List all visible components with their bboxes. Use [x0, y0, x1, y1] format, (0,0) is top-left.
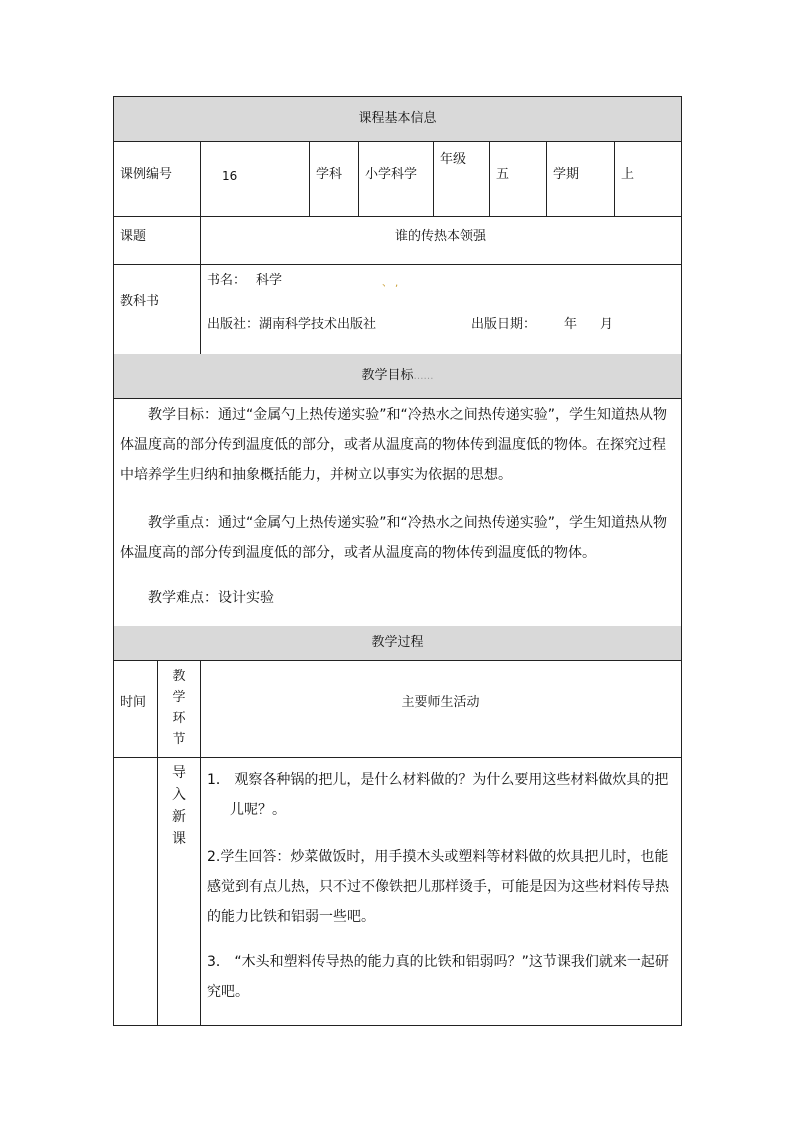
publish-month-label: 月	[600, 317, 614, 332]
grade-value: 五	[496, 167, 510, 182]
course-info-table	[113, 96, 682, 1026]
intro-step-1: 1． 观察各种锅的把儿，是什么材料做的？为什么要用这些材料做炊具的把儿呢？。	[207, 772, 669, 818]
term-value: 上	[621, 167, 635, 182]
stage-intro: 导入新课	[172, 765, 186, 847]
objectives-title: 教学目标	[361, 368, 414, 383]
publish-year-label: 年	[564, 317, 578, 332]
objectives-title-mark: ……	[413, 371, 434, 382]
subject-value: 小学科学	[365, 167, 418, 182]
topic-value: 谁的传热本领强	[394, 229, 486, 244]
textbook-mark: 、,	[382, 278, 402, 289]
course-info-header	[114, 97, 681, 141]
publisher-label: 出版社：	[207, 317, 260, 332]
book-name-label: 书名：	[207, 273, 247, 288]
topic-label: 课题	[120, 229, 147, 244]
process-header	[114, 626, 681, 660]
objectives-title-wrap	[114, 368, 681, 385]
publish-date-label: 出版日期：	[471, 317, 537, 332]
objectives-header	[114, 354, 681, 398]
subject-label: 学科	[316, 167, 343, 182]
course-info-title: 课程基本信息	[358, 111, 437, 126]
intro-step-2: 2.学生回答：炒菜做饭时，用手摸木头或塑料等材料做的炊具把儿时，也能感觉到有点儿热，只不过不像铁把儿那样烫手，可能是因为这些材料传导热的能力比铁和铝弱一些吧。	[207, 849, 669, 925]
grade-label: 年级	[440, 152, 467, 167]
objectives-goal: 教学目标：通过“金属勺上热传递实验”和“冷热水之间热传递实验”，学生知道热从物体温度高的部分传到温度低的部分，或者从温度高的物体传到温度低的物体。在探究过程中培养学生归纳和抽象概括能力，并树立以事实为依据的思想。	[120, 407, 668, 483]
process-title: 教学过程	[371, 635, 424, 650]
case-no-value: 16	[222, 169, 238, 183]
case-no-label: 课例编号	[120, 167, 173, 182]
col-time-header: 时间	[120, 695, 147, 710]
publisher-value: 湖南科学技术出版社	[259, 317, 377, 332]
textbook-label: 教科书	[120, 294, 160, 309]
term-label: 学期	[553, 167, 580, 182]
objectives-difficulty: 教学难点：设计实验	[148, 590, 274, 606]
objectives-key: 教学重点：通过“金属勺上热传递实验”和“冷热水之间热传递实验”，学生知道热从物体温度高的部分传到温度低的部分，或者从温度高的物体传到温度低的物体。	[120, 515, 668, 561]
col-activity-header: 主要师生活动	[401, 695, 480, 710]
col-stage-header: 教学环节	[172, 669, 186, 747]
book-name-value: 科学	[256, 273, 283, 288]
intro-step-3: 3． “木头和塑料传导热的能力真的比铁和铝弱吗？”这节课我们就来一起研究吧。	[207, 954, 669, 1000]
